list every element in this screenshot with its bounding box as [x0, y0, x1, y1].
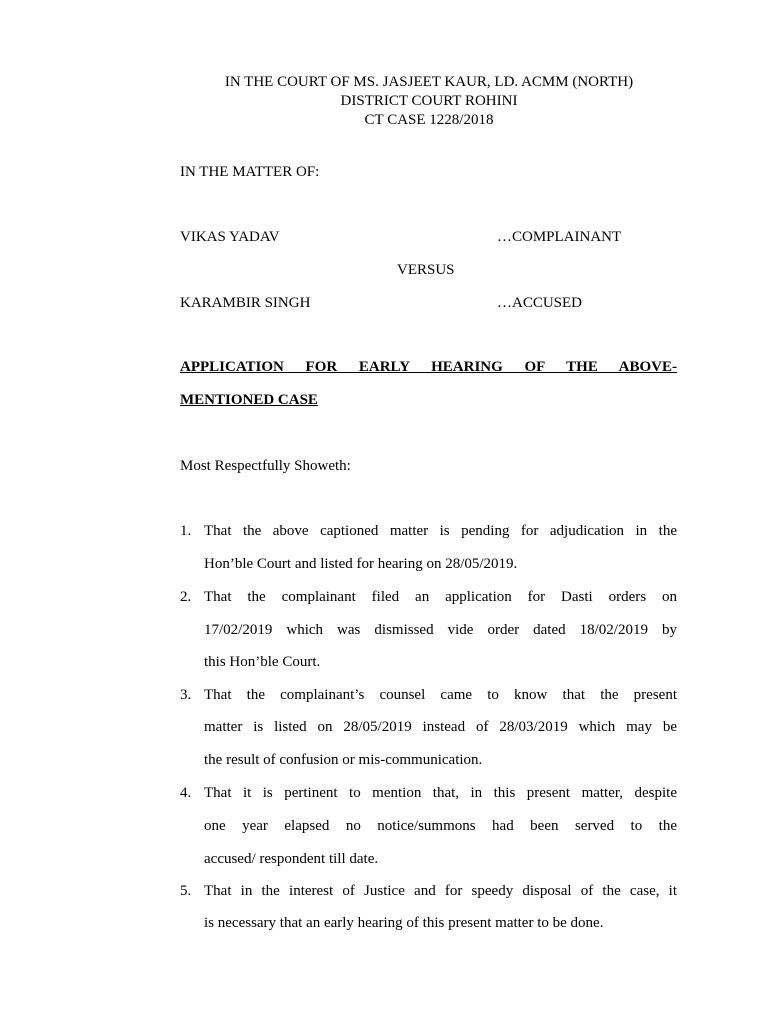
paragraph-line: accused/ respondent till date.	[204, 851, 379, 867]
paragraph-line: the result of confusion or mis-communication.	[204, 752, 483, 768]
paragraph-line: is necessary that an early hearing of this present matter to be done.	[204, 915, 604, 931]
application-title-text-2: MENTIONED CASE	[180, 392, 318, 408]
paragraph-number: 3.	[180, 687, 192, 703]
paragraph-line: That the above captioned matter is pending for adjudication in the	[204, 523, 677, 539]
court-heading: IN THE COURT OF MS. JASJEET KAUR, LD. ACMM (NORTH)	[224, 74, 634, 90]
complainant-role: …COMPLAINANT	[497, 229, 622, 245]
paragraph-number: 2.	[180, 589, 192, 605]
accused-name: KARAMBIR SINGH	[180, 295, 311, 311]
application-title-line-1	[180, 358, 677, 376]
paragraph-line: 17/02/2019 which was dismissed vide order dated 18/02/2019 by	[204, 622, 677, 638]
paragraph-line: one year elapsed no notice/summons had been served to the	[204, 818, 677, 834]
paragraph-line: That it is pertinent to mention that, in this present matter, despite	[204, 785, 677, 801]
case-number: CT CASE 1228/2018	[364, 112, 494, 128]
paragraph-line: Hon’ble Court and listed for hearing on 28/05/2019.	[204, 556, 518, 572]
paragraph-number: 5.	[180, 883, 192, 899]
application-title-text-1: APPLICATION FOR EARLY HEARING OF THE ABOVE-	[180, 359, 677, 375]
paragraph-line: That the complainant filed an application for Dasti orders on	[204, 589, 677, 605]
paragraph-line: matter is listed on 28/05/2019 instead of 28/03/2019 which may be	[204, 719, 677, 735]
salutation: Most Respectfully Showeth:	[180, 458, 351, 474]
paragraph-number: 4.	[180, 785, 192, 801]
application-title-line-2	[180, 391, 677, 409]
paragraph-line: this Hon’ble Court.	[204, 654, 321, 670]
court-location: DISTRICT COURT ROHINI	[340, 93, 518, 109]
complainant-name: VIKAS YADAV	[180, 229, 280, 245]
paragraph-number: 1.	[180, 523, 192, 539]
paragraph-line: That in the interest of Justice and for speedy disposal of the case, it	[204, 883, 677, 899]
versus-label: VERSUS	[397, 262, 455, 278]
paragraph-line: That the complainant’s counsel came to know that the present	[204, 687, 677, 703]
accused-role: …ACCUSED	[497, 295, 583, 311]
matter-label: IN THE MATTER OF:	[180, 164, 320, 180]
